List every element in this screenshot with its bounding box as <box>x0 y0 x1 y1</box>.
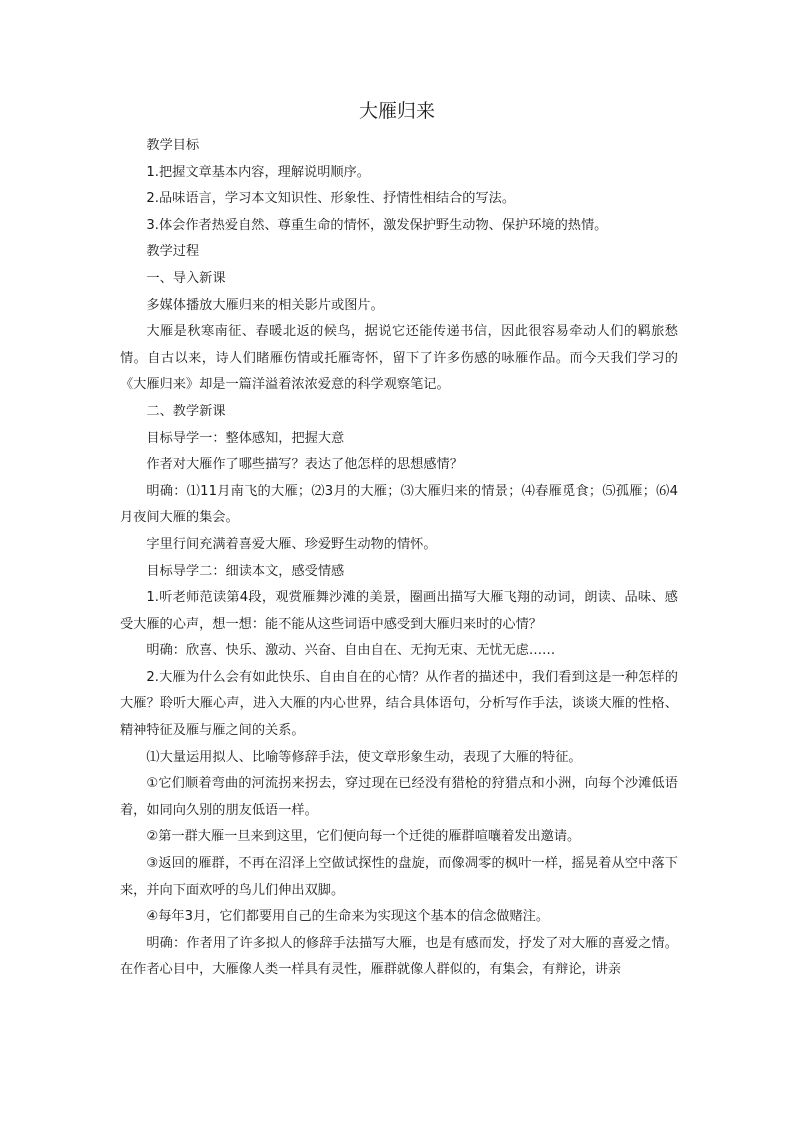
body-paragraph: 1.听老师范读第4段，观赏雁舞沙滩的美景，圈画出描写大雁飞翔的动词，朗读、品味、感受大雁的心声，想一想：能不能从这些词语中感受到大雁归来时的心情？ <box>120 590 678 632</box>
body-paragraph: 2.大雁为什么会有如此快乐、自由自在的心情？从作者的描述中，我们看到这是一种怎样的大雁？聆听大雁心声，进入大雁的内心世界，结合具体语句，分析写作手法，谈谈大雁的性格、精神特征及雁与雁之间的关系。 <box>120 669 678 739</box>
body-paragraph: 明确：⑴11月南飞的大雁；⑵3月的大雁；⑶大雁归来的情景；⑷春雁觅食；⑸孤雁；⑹4月夜间大雁的集会。 <box>120 483 678 526</box>
document-body <box>120 133 678 984</box>
body-paragraph: 作者对大雁作了哪些描写？表达了他怎样的思想感情？ <box>146 457 463 473</box>
objective-item: 3.体会作者热爱自然、尊重生命的情怀，激发保护野生动物、保护环境的热情。 <box>146 217 608 233</box>
objective-item: 2.品味语言，学习本文知识性、形象性、抒情性相结合的写法。 <box>146 191 516 207</box>
goal-heading: 目标导学二：细读本文，感受情感 <box>146 563 345 579</box>
section-heading-process: 教学过程 <box>146 244 200 260</box>
body-paragraph: 明确：欣喜、快乐、激动、兴奋、自由自在、无拘无束、无忧无虑…… <box>146 643 556 659</box>
objective-item: 1.把握文章基本内容，理解说明顺序。 <box>146 164 370 180</box>
body-paragraph: 大雁是秋寒南征、春暖北返的候鸟，据说它还能传递书信，因此很容易牵动人们的羁旅愁情。自古以来，诗人们睹雁伤情或托雁寄怀，留下了许多伤感的咏雁作品。而今天我们学习的《大雁归来》却是一篇洋溢着浓浓爱意的科学观察笔记。 <box>120 324 678 393</box>
document-title: 大雁归来 <box>358 100 435 122</box>
goal-heading: 目标导学一：整体感知，把握大意 <box>146 430 345 446</box>
section-heading-objectives: 教学目标 <box>146 138 200 153</box>
body-paragraph: ⑴大量运用拟人、比喻等修辞手法，使文章形象生动，表现了大雁的特征。 <box>146 749 582 765</box>
subsection-heading: 二、教学新课 <box>146 403 226 419</box>
body-paragraph: 明确：作者用了许多拟人的修辞手法描写大雁，也是有感而发，抒发了对大雁的喜爱之情。在作者心目中，大雁像人类一样具有灵性，雁群就像人群似的，有集会，有辩论，讲亲 <box>120 935 678 978</box>
example-sentence: ②第一群大雁一旦来到这里，它们便向每一个迁徙的雁群喧嚷着发出邀请。 <box>146 829 581 845</box>
example-sentence: ①它们顺着弯曲的河流拐来拐去，穿过现在已经没有猎枪的狩猎点和小洲，向每个沙滩低语着，如同向久别的朋友低语一样。 <box>120 776 678 818</box>
body-paragraph: 字里行间充满着喜爱大雁、珍爱野生动物的情怀。 <box>146 536 437 552</box>
body-paragraph: 多媒体播放大雁归来的相关影片或图片。 <box>146 297 384 313</box>
subsection-heading: 一、导入新课 <box>146 270 226 286</box>
example-sentence: ③返回的雁群，不再在沼泽上空做试探性的盘旋，而像凋零的枫叶一样，摇晃着从空中落下来，并向下面欢呼的鸟儿们伸出双脚。 <box>120 856 678 898</box>
example-sentence: ④每年3月，它们都要用自己的生命来为实现这个基本的信念做赌注。 <box>146 909 550 925</box>
